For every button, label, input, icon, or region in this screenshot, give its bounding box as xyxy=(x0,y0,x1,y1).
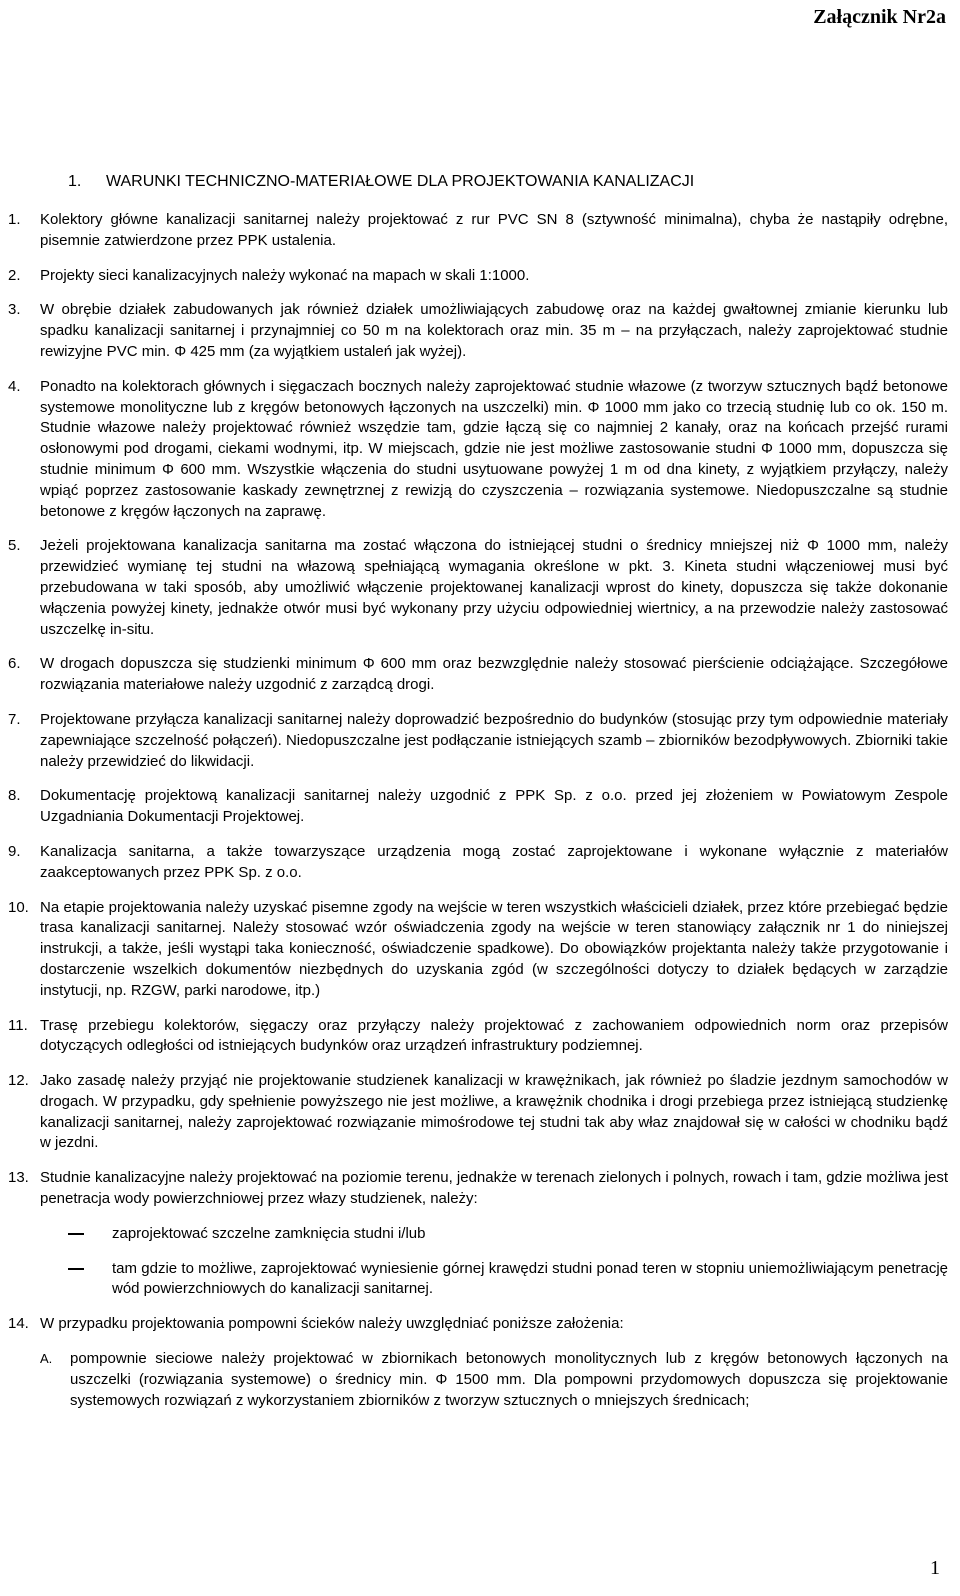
page-number: 1 xyxy=(930,1557,940,1579)
annex-label: Załącznik Nr2a xyxy=(813,6,946,28)
lettered-sub-item xyxy=(40,1349,948,1411)
list-item xyxy=(8,1016,948,1058)
requirements-list xyxy=(8,210,948,1411)
list-item xyxy=(8,654,948,696)
list-item-number: 5. xyxy=(8,537,21,555)
list-item xyxy=(8,1314,948,1335)
list-item xyxy=(8,536,948,640)
list-item xyxy=(8,786,948,828)
list-item xyxy=(8,300,948,362)
list-item-text: Na etapie projektowania należy uzyskać pisemne zgody na wejście w teren wszystkich właścicieli działek, przez które przebiegać będzie trasa kanalizacji sanitarnej. Należy stosować wzór oświadczenia zgody na wejście w teren stanowiący załącznik nr 1 do niniejszej instrukcji, a także, jeśli wystąpi taka konieczność, oświadczenie spadkowe). Do obowiązków projektanta należy także przygotowanie i dostarczenie wszelkich dokumentów niezbędnych do uzyskania zgód (w szczególności dotyczy to działek będących w zarządzie instytucji, np. RZGW, parki narodowe, itp.) xyxy=(40,898,948,999)
dash-bullet-icon xyxy=(40,1259,112,1301)
sub-item-text: zaprojektować szczelne zamknięcia studni i/lub xyxy=(112,1224,426,1242)
list-item xyxy=(8,710,948,772)
list-item-text: Ponadto na kolektorach głównych i sięgaczach bocznych należy zaprojektować studnie włazowe (z tworzyw sztucznych bądź betonowe systemowe monolityczne lub z kręgów betonowych łączonych na uszczelki) min. Φ 1000 mm jako co trzecią studnię lub co ok. 150 m. Studnie włazowe należy projektować również wszędzie tam, gdzie łączą się co najmniej 2 kanały, oraz na końcach przejść rurami osłonowymi pod drogami, ciekami wodnymi, itp. W miejscach, gdzie nie jest możliwe zastosowanie studni Φ 1000 mm, dopuszcza się studnie minimum Φ 600 mm. Wszystkie włączenia do studni usytuowane powyżej 1 m od dna kinety, z wyjątkiem przyłączy, należy wpiąć poprzez zastosowanie kaskady zewnętrznej z rewizją do czyszczenia – rozwiązania systemowe. Niedopuszczalne są studnie betonowe z kręgów łączonych na zaprawę. xyxy=(40,377,948,520)
list-item-text: Dokumentację projektową kanalizacji sanitarnej należy uzgodnić z PPK Sp. z o.o. przed jej złożeniem w Powiatowym Zespole Uzgadniania Dokumentacji Projektowej. xyxy=(40,787,948,826)
list-item-text: Kanalizacja sanitarna, a także towarzyszące urządzenia mogą zostać zaprojektowane i wykonane wyłącznie z materiałów zaakceptowanych przez PPK Sp. z o.o. xyxy=(40,842,948,881)
list-item-number: 8. xyxy=(8,787,21,805)
list-item-number: 4. xyxy=(8,377,21,395)
dash-bullet-icon xyxy=(40,1224,112,1245)
list-item-text: Projekty sieci kanalizacyjnych należy wykonać na mapach w skali 1:1000. xyxy=(40,266,530,284)
list-item-number: 3. xyxy=(8,301,21,319)
list-item-number: 9. xyxy=(8,842,21,860)
list-item xyxy=(8,1168,948,1210)
list-item xyxy=(8,266,948,287)
list-item-number: 14. xyxy=(8,1315,29,1333)
list-item-text: Kolektory główne kanalizacji sanitarnej należy projektować z rur PVC SN 8 (sztywność minimalna), chyba że nastąpiły odrębne, pisemnie zatwierdzone przez PPK ustalenia. xyxy=(40,211,948,249)
list-item xyxy=(8,842,948,884)
dash-sub-item xyxy=(40,1224,948,1245)
list-item-number: 2. xyxy=(8,266,21,284)
list-item-number: 10. xyxy=(8,898,29,916)
list-item-text: Studnie kanalizacyjne należy projektować na poziomie terenu, jednakże w terenach zielonych i polnych, rowach i tam, gdzie możliwa jest penetracja wody powierzchniowej przez włazy studzienek, należy: xyxy=(40,1169,948,1208)
section-heading-title: WARUNKI TECHNICZNO-MATERIAŁOWE DLA PROJEKTOWANIA KANALIZACJI xyxy=(106,173,695,190)
list-item xyxy=(8,1071,948,1154)
list-item-text: W przypadku projektowania pompowni ścieków należy uwzględniać poniższe założenia: xyxy=(40,1315,624,1333)
list-item xyxy=(8,377,948,523)
section-heading-number: 1. xyxy=(68,173,82,190)
sub-item-text: tam gdzie to możliwe, zaprojektować wyniesienie górnej krawędzi studni ponad teren w stopniu uniemożliwiającym penetrację wód powierzchniowych do kanalizacji sanitarnej. xyxy=(112,1259,948,1298)
list-item-number: 13. xyxy=(8,1169,29,1187)
list-item-number: 1. xyxy=(8,211,21,228)
list-item-text: W drogach dopuszcza się studzienki minimum Φ 600 mm oraz bezwzględnie należy stosować pierścienie odciążające. Szczegółowe rozwiązania materiałowe należy uzgodnić z zarządcą drogi. xyxy=(40,655,948,694)
list-item xyxy=(8,898,948,1002)
list-item xyxy=(8,210,948,252)
section-heading xyxy=(68,172,694,192)
list-item-number: 11. xyxy=(8,1016,28,1034)
list-item-number: 12. xyxy=(8,1072,29,1090)
dash-sub-item xyxy=(40,1259,948,1301)
sub-item-text: pompownie sieciowe należy projektować w zbiornikach betonowych monolitycznych lub z kręgów betonowych łączonych na uszczelki (rozwiązania systemowe) o średnicy min. Φ 1500 mm. Dla pompowni przydomowych dopuszcza się projektowanie systemowych rozwiązań z wykorzystaniem zbiorników z tworzyw sztucznych o mniejszych średnicach; xyxy=(70,1350,948,1409)
list-item-number: 7. xyxy=(8,710,21,728)
list-item-text: Jako zasadę należy przyjąć nie projektowanie studzienek kanalizacji w krawężnikach, jak również po śladzie jezdnym samochodów w drogach. W przypadku, gdy spełnienie powyższego nie jest możliwe, a krawężnik chodnika i drogi przebiega przez istniejącą studzienkę kanalizacji sanitarnej, należy zaprojektować rozwiązanie mimośrodowe tej studni tak aby właz znajdował się w całości w chodniku bądź w jezdni. xyxy=(40,1072,948,1152)
list-item-text: W obrębie działek zabudowanych jak również działek umożliwiających zabudowę oraz na każdej gwałtownej zmianie kierunku lub spadku kanalizacji sanitarnej i przynajmniej co 50 m na kolektorach oraz min. 35 m – na przyłączach, należy zaprojektować studnie rewizyjne PVC min. Φ 425 mm (za wyjątkiem ustaleń jak wyżej). xyxy=(40,301,948,360)
sub-item-letter: A. xyxy=(40,1351,53,1367)
list-item-text: Jeżeli projektowana kanalizacja sanitarna ma zostać włączona do istniejącej studni o średnicy mniejszej niż Φ 1000 mm, należy przewidzieć wymianę tej studni na włazową spełniającą wymagania określone w pkt. 3. Kineta studni włączeniowej musi być przebudowana w taki sposób, aby umożliwić włączenie projektowanej kanalizacji wprost do kinety, dopuszcza się także dokonanie włączenia powyżej kinety, jednakże otwór musi być wykonany przy użyciu odpowiedniej wiertnicy, a na przewodzie należy zastosować uszczelkę in-situ. xyxy=(40,537,948,638)
list-item-number: 6. xyxy=(8,655,21,673)
list-item-text: Trasę przebiegu kolektorów, sięgaczy oraz przyłączy należy projektować z zachowaniem odpowiednich norm oraz przepisów dotyczących odległości od istniejących budynków oraz urządzeń infrastruktury podziemnej. xyxy=(40,1016,948,1055)
list-item-text: Projektowane przyłącza kanalizacji sanitarnej należy doprowadzić bezpośrednio do budynków (stosując przy tym odpowiednie materiały zapewniające szczelność połączeń). Niedopuszczalne jest podłączanie istniejących szamb – zbiorników bezodpływowych. Zbiorniki takie należy przewidzieć do likwidacji. xyxy=(40,710,948,770)
